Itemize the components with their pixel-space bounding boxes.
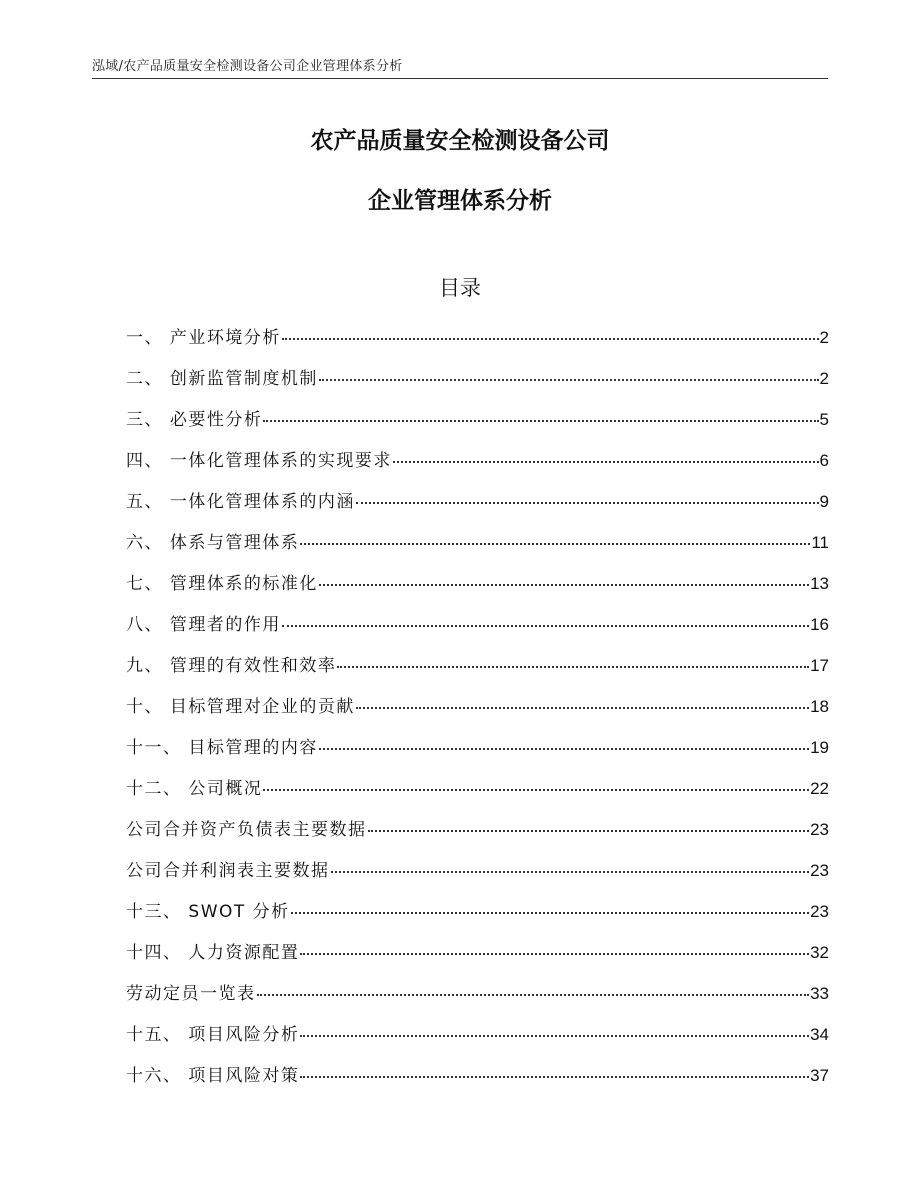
- toc-item-page: 16: [810, 615, 829, 634]
- header-rule: [92, 78, 828, 79]
- toc-item[interactable]: [126, 1061, 829, 1102]
- toc-item-label: 三、 必要性分析: [126, 410, 263, 430]
- toc-item[interactable]: [126, 651, 829, 692]
- table-of-contents: [126, 323, 829, 1102]
- toc-item-page: 22: [810, 779, 829, 798]
- toc-item-label: 十、 目标管理对企业的贡献: [126, 697, 355, 717]
- toc-item-page: 33: [810, 984, 829, 1003]
- toc-item-page: 23: [810, 902, 829, 921]
- toc-item-label: 五、 一体化管理体系的内涵: [126, 492, 355, 512]
- toc-item[interactable]: [126, 938, 829, 979]
- toc-item-label: 八、 管理者的作用: [126, 615, 281, 635]
- toc-item-label: 公司合并利润表主要数据: [126, 861, 330, 881]
- toc-leader-dots: [257, 994, 810, 996]
- toc-item[interactable]: [126, 364, 829, 405]
- toc-item[interactable]: [126, 856, 829, 897]
- document-title-line2: 企业管理体系分析: [368, 188, 552, 214]
- toc-item[interactable]: [126, 979, 829, 1020]
- toc-item-label: 十五、 项目风险分析: [126, 1025, 300, 1045]
- toc-leader-dots: [300, 543, 810, 545]
- toc-item[interactable]: [126, 815, 829, 856]
- toc-item[interactable]: [126, 774, 829, 815]
- toc-item-label: 七、 管理体系的标准化: [126, 574, 318, 594]
- toc-leader-dots: [300, 953, 809, 955]
- toc-item[interactable]: [126, 569, 829, 610]
- toc-leader-dots: [356, 707, 809, 709]
- toc-item-page: 9: [819, 492, 829, 511]
- toc-item[interactable]: [126, 487, 829, 528]
- toc-item[interactable]: [126, 897, 829, 938]
- toc-item-page: 19: [810, 738, 829, 757]
- toc-item-label: 二、 创新监管制度机制: [126, 369, 318, 389]
- toc-item-label: 十四、 人力资源配置: [126, 943, 300, 963]
- toc-item-page: 23: [810, 820, 829, 839]
- toc-item[interactable]: [126, 528, 829, 569]
- toc-item-label: 十二、 公司概况: [126, 779, 263, 799]
- toc-leader-dots: [319, 748, 809, 750]
- toc-item-label: 十六、 项目风险对策: [126, 1066, 300, 1086]
- toc-item-label: 公司合并资产负债表主要数据: [126, 820, 367, 840]
- toc-heading: 目录: [439, 276, 481, 300]
- toc-leader-dots: [337, 666, 809, 668]
- toc-leader-dots: [282, 625, 809, 627]
- toc-leader-dots: [393, 461, 819, 463]
- toc-leader-dots: [356, 502, 819, 504]
- toc-item-label: 劳动定员一览表: [126, 984, 256, 1004]
- toc-item-label: 六、 体系与管理体系: [126, 533, 300, 553]
- toc-item[interactable]: [126, 446, 829, 487]
- toc-item-page: 23: [810, 861, 829, 880]
- toc-item-label: 十三、 SWOT 分析: [126, 902, 290, 922]
- toc-item[interactable]: [126, 405, 829, 446]
- toc-leader-dots: [368, 830, 810, 832]
- toc-item[interactable]: [126, 610, 829, 651]
- toc-item-page: 2: [819, 328, 829, 347]
- toc-leader-dots: [300, 1035, 809, 1037]
- toc-item-label: 四、 一体化管理体系的实现要求: [126, 451, 392, 471]
- toc-item-label: 十一、 目标管理的内容: [126, 738, 318, 758]
- toc-item[interactable]: [126, 1020, 829, 1061]
- toc-item-page: 5: [819, 410, 829, 429]
- toc-item-page: 37: [810, 1066, 829, 1085]
- toc-item-page: 13: [810, 574, 829, 593]
- toc-item[interactable]: [126, 692, 829, 733]
- toc-item-page: 17: [810, 656, 829, 675]
- toc-leader-dots: [319, 584, 809, 586]
- toc-item[interactable]: [126, 323, 829, 364]
- document-title-line1: 农产品质量安全检测设备公司: [310, 128, 610, 154]
- toc-item-page: 18: [810, 697, 829, 716]
- toc-leader-dots: [263, 420, 818, 422]
- toc-leader-dots: [282, 338, 819, 340]
- toc-item-label: 一、 产业环境分析: [126, 328, 281, 348]
- toc-leader-dots: [291, 912, 809, 914]
- toc-leader-dots: [319, 379, 819, 381]
- toc-leader-dots: [300, 1076, 809, 1078]
- toc-item-page: 2: [819, 369, 829, 388]
- toc-leader-dots: [331, 871, 810, 873]
- toc-item-label: 九、 管理的有效性和效率: [126, 656, 337, 676]
- toc-leader-dots: [263, 789, 809, 791]
- toc-item[interactable]: [126, 733, 829, 774]
- toc-item-page: 6: [819, 451, 829, 470]
- toc-item-page: 34: [810, 1025, 829, 1044]
- toc-item-page: 32: [810, 943, 829, 962]
- header-text: 泓域/农产品质量安全检测设备公司企业管理体系分析: [92, 59, 403, 74]
- toc-item-page: 11: [811, 533, 829, 552]
